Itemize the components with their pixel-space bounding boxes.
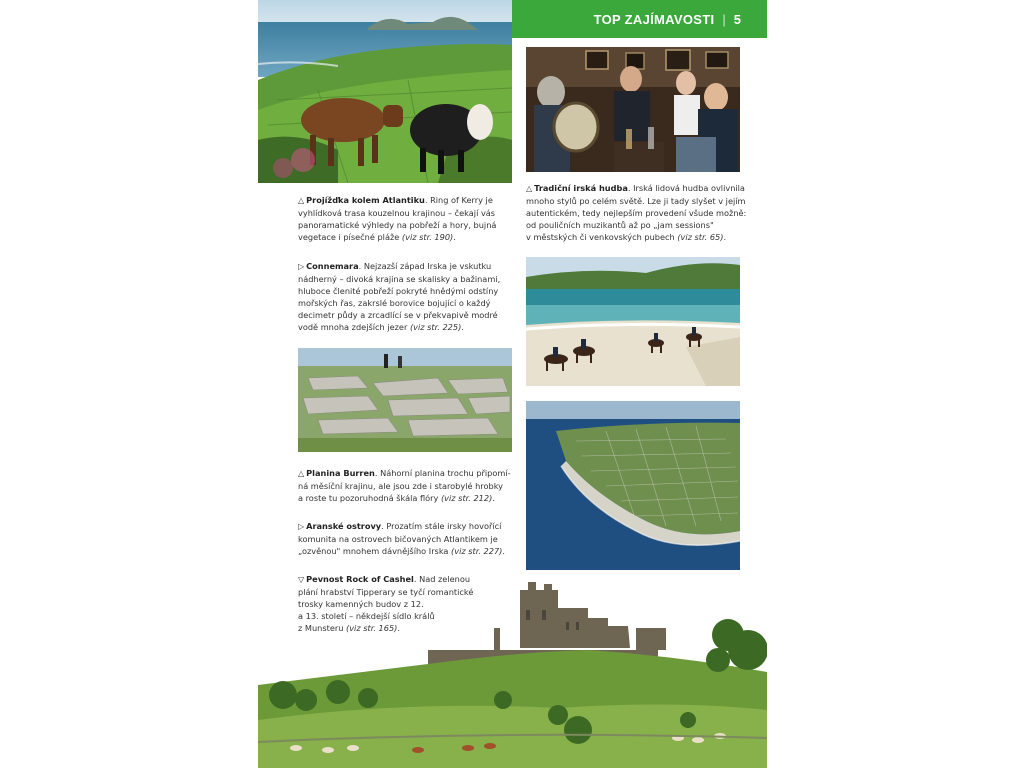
caption-atlantic-drive: △ Projížďka kolem Atlantiku. Ring of Kerry je vyhlídková trasa kouzelnou krajinou – čekají vás panoramatické výhledy na pobřeží a hory, bujná vegetace i písečné pláže (viz str. 190). [298,195,497,242]
photo-burren-plateau [298,348,512,452]
triangle-down-icon: ▽ [298,575,305,584]
page-reference: (viz str. 190) [401,232,454,242]
caption-title: Pevnost Rock of Cashel [306,574,414,584]
triangle-right-icon: ▷ [298,522,305,531]
caption-title: Projížďka kolem Atlantiku [306,195,425,205]
caption-burren: △ Planina Burren. Náhorní planina trochu připomí- ná měsíční krajinu, ale jsou zde i starobylé hrobky a roste tu pozoruhodná škála flóry (viz str. 212). [298,468,511,503]
page-reference: (viz str. 65) [677,232,724,242]
header-separator: | [722,11,726,27]
caption-title: Connemara [306,261,359,271]
photo-aran-islands-aerial [526,401,740,570]
photo-beach-horses [526,257,740,386]
page-reference: (viz str. 212) [440,493,493,503]
page-reference: (viz str. 227) [451,546,503,556]
caption-aran-islands: ▷ Aranské ostrovy. Prozatím stále irsky hovořící komunita na ostrovech bičovaných Atlantikem je „ozvěnou" mnohem dávnějšího Irska (viz str. 227). [298,521,505,556]
caption-connemara: ▷ Connemara. Nejzazší západ Irska je vskutku nádherný – divoká krajina se skalisky a bažinami, hluboce členité pobřeží pokryté hnědými odstíny mořských řas, zakrslé borovice bojující o každý decimetr půdy a zrcadlící se v překvapivě modré vodě mnoha zdejších jezer (viz str. 225). [298,261,501,332]
photo-atlantic-cows [258,0,512,183]
caption-title: Aranské ostrovy [306,521,382,531]
triangle-up-icon: △ [526,184,533,193]
photo-irish-music-session [526,47,740,172]
section-header [512,0,767,38]
guidebook-page [258,0,767,768]
page-reference: (viz str. 225) [409,322,462,332]
caption-rock-of-cashel: ▽ Pevnost Rock of Cashel. Nad zelenou plání hrabství Tipperary se tyčí romantické trosky kamenných budov z 12. a 13. století – někdejší sídlo králů z Munsteru (viz str. 165). [298,574,474,633]
section-title: TOP ZAJÍMAVOSTI [593,11,715,27]
caption-title: Tradiční irská hudba [534,183,628,193]
page-reference: (viz str. 165) [346,623,398,633]
caption-irish-music: △ Tradiční irská hudba. Irská lidová hudba ovlivnila mnoho stylů po celém světě. Lze ji tady slyšet v jejím autentickém, tedy nejlepším provedení všude možně: od pouličních muzikantů až po „jam sessions" v městských či venkovských pubech (viz str. 65). [526,183,747,242]
page-number: 5 [733,11,741,27]
triangle-up-icon: △ [298,469,305,478]
triangle-right-icon: ▷ [298,262,305,271]
caption-title: Planina Burren [306,468,375,478]
triangle-up-icon: △ [298,196,305,205]
